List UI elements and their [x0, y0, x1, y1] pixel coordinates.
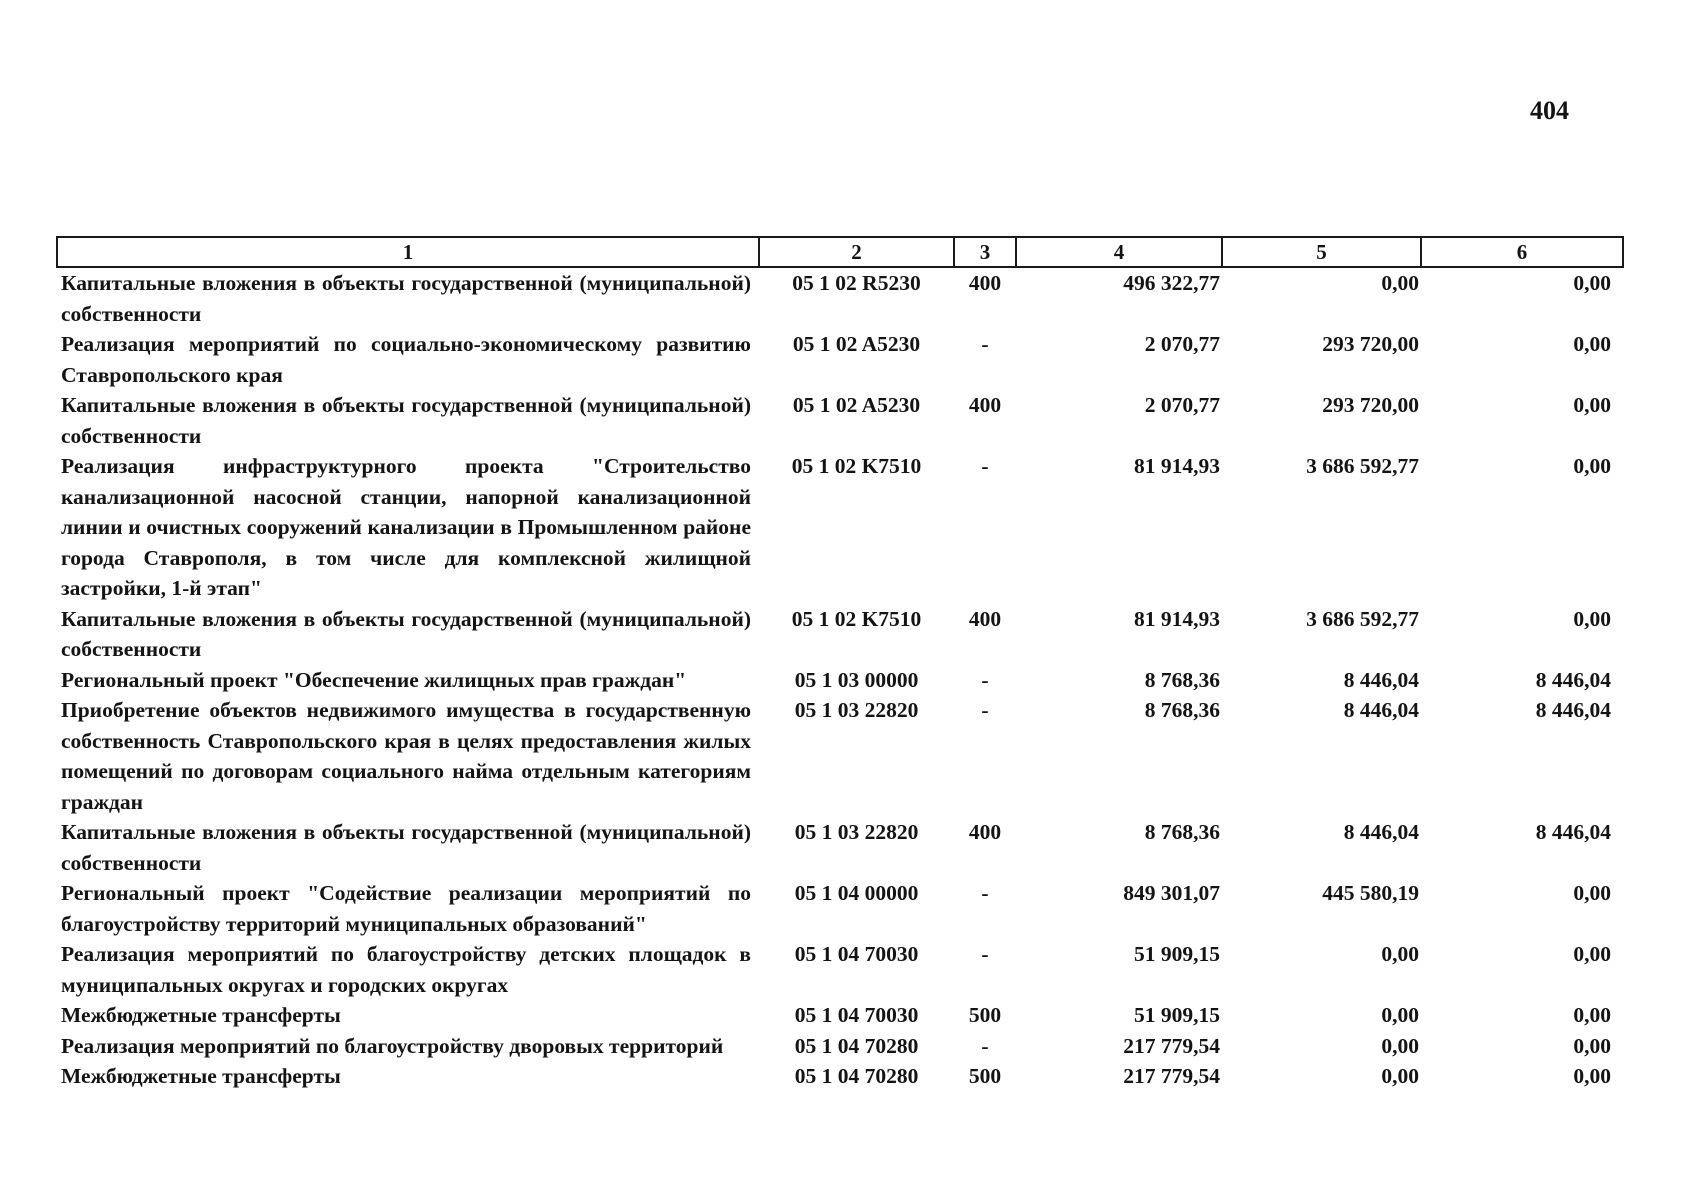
target-article-code-cell: 05 1 04 70280	[794, 1033, 919, 1058]
expense-type-cell: -	[981, 454, 989, 478]
amount-col4-cell: 8 768,36	[1144, 698, 1220, 722]
table-row	[57, 390, 1623, 451]
amount-col6-cell: 8 446,04	[1535, 667, 1611, 692]
expense-type-cell: 500	[968, 1003, 1002, 1027]
expense-type-cell: -	[981, 332, 989, 356]
amount-col6-cell: 0,00	[1573, 881, 1611, 905]
amount-col4-cell: 51 909,15	[1134, 1003, 1220, 1027]
amount-col5-cell: 8 446,04	[1343, 667, 1419, 692]
amount-col6-cell: 0,00	[1573, 606, 1611, 631]
amount-col4-cell: 8 768,36	[1144, 820, 1220, 844]
amount-col6-cell: 0,00	[1573, 1064, 1611, 1088]
amount-col5-cell: 0,00	[1381, 1064, 1419, 1088]
column-header-1: 1	[57, 237, 759, 267]
amount-col6-cell: 0,00	[1573, 454, 1611, 478]
column-header-6: 6	[1421, 237, 1623, 267]
amount-col4-cell: 217 779,54	[1123, 1033, 1220, 1058]
item-name-cell: Реализация мероприятий по социально-экономическому развитию Ставропольского края	[61, 332, 751, 387]
target-article-code-cell: 05 1 04 70030	[794, 1003, 919, 1027]
amount-col6-cell: 0,00	[1573, 393, 1611, 417]
amount-col6-cell: 8 446,04	[1535, 698, 1611, 722]
expense-type-cell: -	[981, 881, 989, 905]
item-name-cell: Региональный проект "Содействие реализации мероприятий по благоустройству территорий муниципальных образований"	[61, 881, 751, 936]
amount-col6-cell: 8 446,04	[1535, 820, 1611, 844]
item-name-cell: Капитальные вложения в объекты государственной (муниципальной) собственности	[61, 606, 751, 661]
target-article-code-cell: 05 1 02 R5230	[792, 271, 921, 295]
table-row	[57, 604, 1623, 665]
amount-col5-cell: 3 686 592,77	[1306, 454, 1419, 478]
amount-col5-cell: 293 720,00	[1322, 332, 1419, 356]
amount-col5-cell: 8 446,04	[1343, 820, 1419, 844]
item-name-cell: Приобретение объектов недвижимого имущества в государственную собственность Ставропольского края в целях предоставления жилых помещений по договорам социального найма отдельным категориям граждан	[61, 698, 751, 814]
item-name-cell: Межбюджетные трансферты	[61, 1064, 341, 1088]
expense-type-cell: 400	[968, 271, 1002, 295]
item-name-cell: Капитальные вложения в объекты государственной (муниципальной) собственности	[61, 820, 751, 875]
table-row	[57, 939, 1623, 1000]
expense-type-cell: -	[981, 942, 989, 966]
table-row	[57, 695, 1623, 817]
amount-col4-cell: 81 914,93	[1134, 606, 1220, 631]
table-row	[57, 665, 1623, 696]
amount-col5-cell: 0,00	[1381, 271, 1419, 295]
target-article-code-cell: 05 1 04 00000	[794, 881, 919, 905]
budget-table	[56, 236, 1624, 1092]
amount-col4-cell: 217 779,54	[1123, 1064, 1220, 1088]
target-article-code-cell: 05 1 02 A5230	[792, 393, 921, 417]
target-article-code-cell: 05 1 02 A5230	[792, 332, 921, 356]
amount-col6-cell: 0,00	[1573, 942, 1611, 966]
target-article-code-cell: 05 1 03 22820	[794, 820, 919, 844]
expense-type-cell: 400	[968, 606, 1002, 631]
column-header-5: 5	[1222, 237, 1421, 267]
column-header-2: 2	[759, 237, 954, 267]
table-row	[57, 267, 1623, 329]
column-header-3: 3	[954, 237, 1016, 267]
expense-type-cell: -	[981, 698, 989, 722]
amount-col5-cell: 0,00	[1381, 942, 1419, 966]
item-name-cell: Капитальные вложения в объекты государственной (муниципальной) собственности	[61, 271, 751, 326]
header-row	[57, 237, 1623, 267]
amount-col4-cell: 2 070,77	[1144, 393, 1220, 417]
column-header-4: 4	[1016, 237, 1222, 267]
item-name-cell: Региональный проект "Обеспечение жилищных прав граждан"	[61, 667, 687, 692]
target-article-code-cell: 05 1 03 00000	[794, 667, 919, 692]
target-article-code-cell: 05 1 02 K7510	[791, 606, 922, 631]
expense-type-cell: 400	[968, 820, 1002, 844]
target-article-code-cell: 05 1 02 K7510	[791, 454, 922, 478]
table-row	[57, 1031, 1623, 1062]
item-name-cell: Капитальные вложения в объекты государственной (муниципальной) собственности	[61, 393, 751, 448]
amount-col6-cell: 0,00	[1573, 271, 1611, 295]
target-article-code-cell: 05 1 04 70030	[794, 942, 919, 966]
target-article-code-cell: 05 1 03 22820	[794, 698, 919, 722]
item-name-cell: Межбюджетные трансферты	[61, 1003, 341, 1027]
amount-col5-cell: 293 720,00	[1322, 393, 1419, 417]
amount-col5-cell: 8 446,04	[1343, 698, 1419, 722]
table-row	[57, 1061, 1623, 1092]
amount-col4-cell: 81 914,93	[1134, 454, 1220, 478]
target-article-code-cell: 05 1 04 70280	[794, 1064, 919, 1088]
amount-col4-cell: 496 322,77	[1123, 271, 1220, 295]
table-row	[57, 329, 1623, 390]
table-row	[57, 878, 1623, 939]
amount-col5-cell: 0,00	[1381, 1003, 1419, 1027]
amount-col5-cell: 3 686 592,77	[1306, 606, 1419, 631]
amount-col6-cell: 0,00	[1573, 1033, 1611, 1058]
amount-col5-cell: 0,00	[1381, 1033, 1419, 1058]
table-row	[57, 1000, 1623, 1031]
table-row	[57, 817, 1623, 878]
expense-type-cell: 400	[968, 393, 1002, 417]
item-name-cell: Реализация мероприятий по благоустройству детских площадок в муниципальных округах и городских округах	[61, 942, 751, 997]
amount-col5-cell: 445 580,19	[1322, 881, 1419, 905]
amount-col4-cell: 51 909,15	[1134, 942, 1220, 966]
amount-col4-cell: 8 768,36	[1144, 667, 1220, 692]
amount-col4-cell: 2 070,77	[1144, 332, 1220, 356]
amount-col4-cell: 849 301,07	[1123, 881, 1220, 905]
expense-type-cell: -	[981, 1033, 989, 1058]
table-row	[57, 451, 1623, 604]
expense-type-cell: -	[981, 667, 989, 692]
amount-col6-cell: 0,00	[1573, 1003, 1611, 1027]
amount-col6-cell: 0,00	[1573, 332, 1611, 356]
expense-type-cell: 500	[968, 1064, 1002, 1088]
page-number: 404	[1530, 96, 1569, 125]
item-name-cell: Реализация инфраструктурного проекта "Строительство канализационной насосной станции, напорной канализационной линии и очистных сооружений канализации в Промышленном районе города Ставрополя, в том числе для комплексной жилищной застройки, 1-й этап"	[61, 454, 751, 600]
item-name-cell: Реализация мероприятий по благоустройству дворовых территорий	[61, 1033, 724, 1058]
table-body	[57, 267, 1623, 1092]
